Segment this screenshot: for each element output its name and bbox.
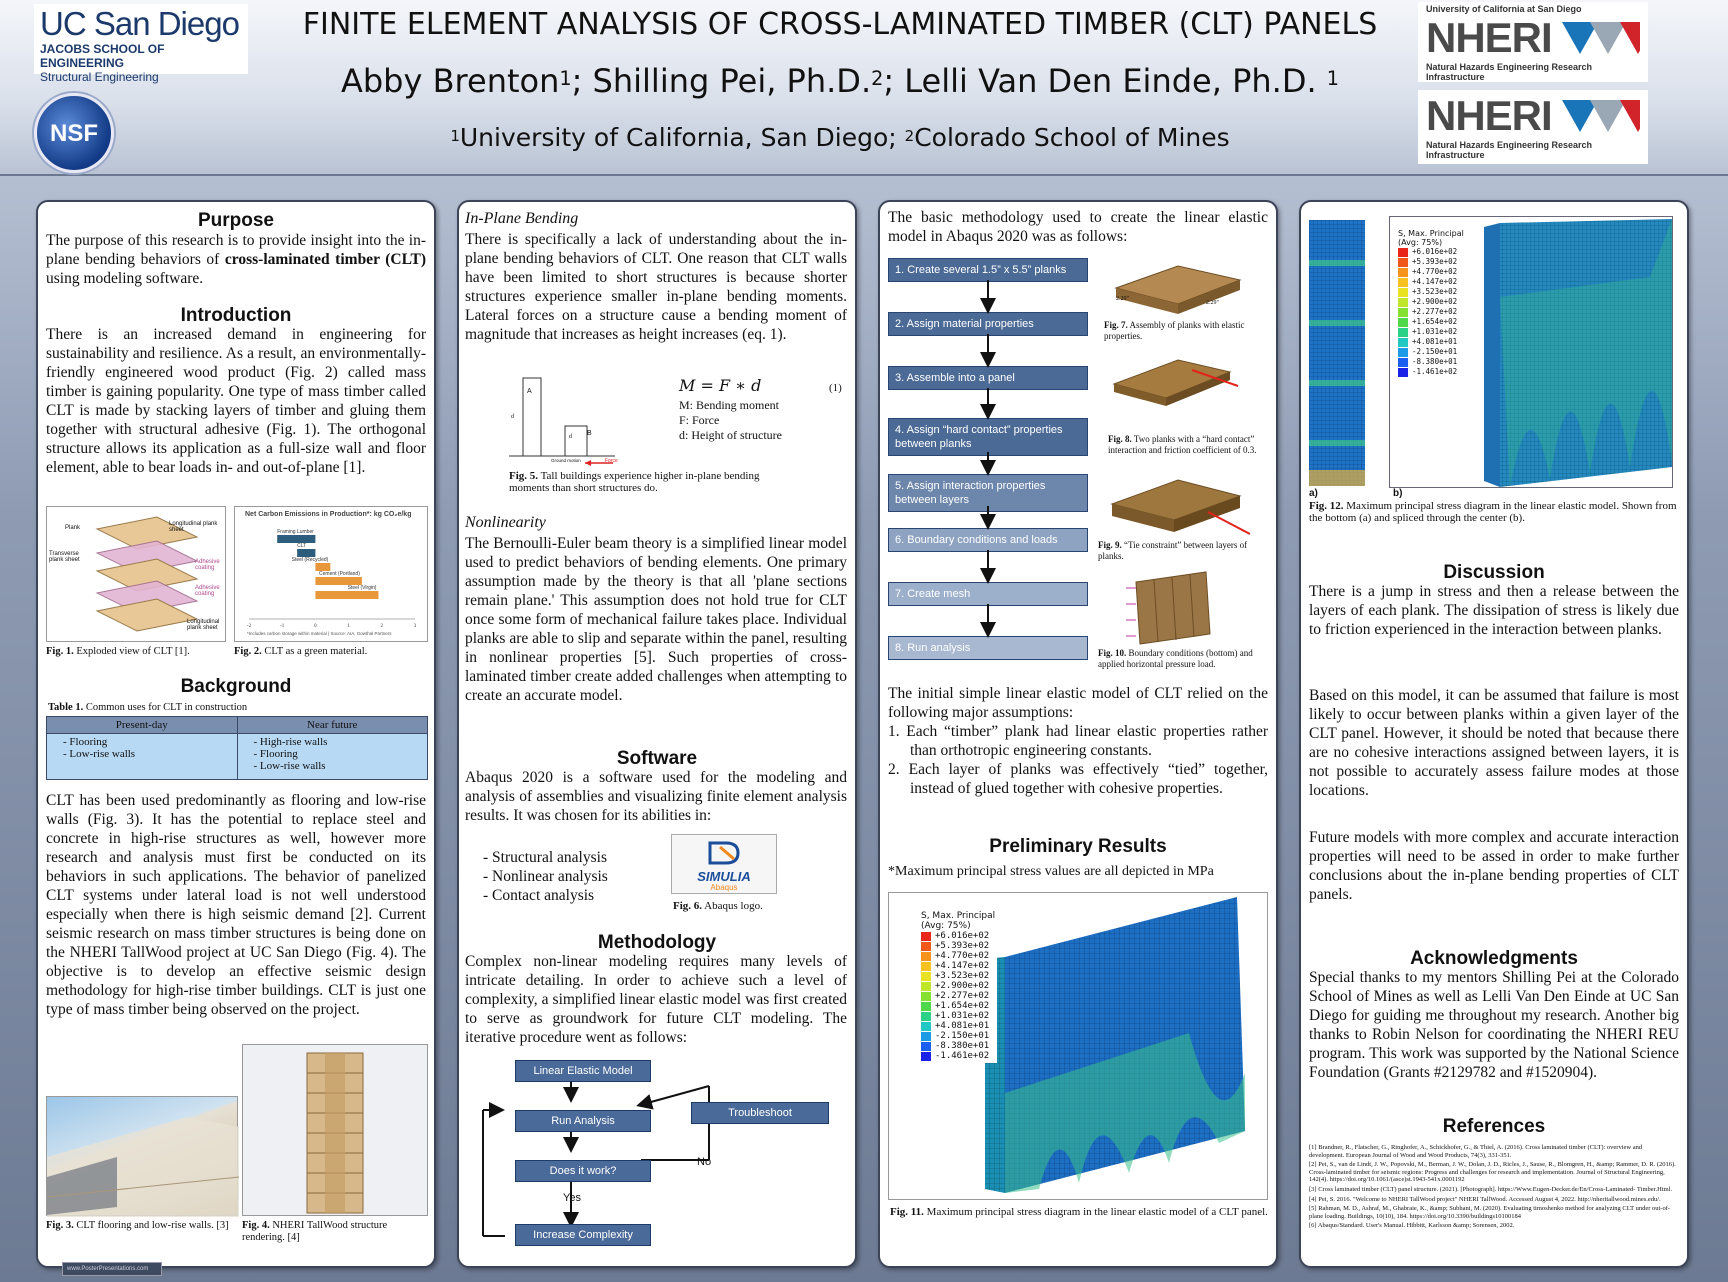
table1-header-present: Present-day — [47, 717, 238, 734]
aff-1: University of California, San Diego; — [459, 123, 905, 152]
legend-value: +2.277e+02 — [1412, 307, 1458, 316]
legend-value: -1.461e+02 — [935, 1051, 990, 1061]
fig5-building-diagram — [503, 376, 623, 466]
fig5-label-a: A — [527, 388, 532, 395]
legend-swatch — [921, 1052, 931, 1061]
method-steps-intro: The basic methodology used to create the linear elastic model in Abaqus 2020 was as follows: — [888, 209, 1268, 245]
table1-future-item: - High-rise walls — [253, 736, 328, 748]
poster-header — [0, 0, 1728, 176]
fig2-tick: 3 — [413, 624, 417, 629]
aff-2: Colorado School of Mines — [914, 123, 1230, 152]
fig4-caption-label: Fig. 4. — [242, 1220, 270, 1231]
legend-entry — [1398, 357, 1464, 367]
legend-value: -8.380e+01 — [935, 1041, 990, 1051]
methodology-heading: Methodology — [597, 932, 717, 953]
table1-caption — [48, 702, 247, 714]
nonlinearity-heading: Nonlinearity — [465, 514, 546, 531]
legend-entry — [1398, 307, 1464, 317]
legend-swatch — [921, 962, 931, 971]
fig2-bars — [235, 507, 429, 643]
acknowledgments-heading: Acknowledgments — [1410, 948, 1578, 969]
fig10-caption-text: Boundary conditions (bottom) and applied horizontal pressure load. — [1098, 648, 1253, 669]
ds-logo-icon — [704, 839, 744, 865]
fig8-caption — [1108, 434, 1278, 456]
table1-future-item: - Flooring — [253, 748, 298, 760]
legend-value: +4.770e+02 — [935, 951, 990, 961]
table1-header-future: Near future — [237, 717, 428, 734]
legend-entry — [1398, 277, 1464, 287]
software-item: - Nonlinear analysis — [483, 868, 608, 885]
legend-value: +4.081e+01 — [935, 1021, 990, 1031]
fig10-caption-label: Fig. 10. — [1098, 648, 1127, 658]
results-heading: Preliminary Results — [989, 836, 1167, 857]
nheri-logo-sub: Natural Hazards Engineering Research Infrastructure — [1426, 62, 1593, 82]
method-step: 6. Boundary conditions and loads — [888, 528, 1088, 552]
fig1-label-trans: Transverse plank sheet — [49, 551, 80, 563]
panel-column-4 — [1299, 200, 1689, 1268]
fig11-caption — [890, 1206, 1270, 1218]
nheri-logo-top: University of California at San Diego — [1426, 4, 1582, 14]
fig6-caption-text: Abaqus logo. — [702, 900, 763, 912]
fig4-caption-text: NHERI TallWood structure rendering. [4] — [242, 1220, 388, 1243]
fig1-caption-label: Fig. 1. — [46, 646, 74, 657]
software-item: - Contact analysis — [483, 887, 595, 904]
legend-title: S, Max. Principal — [921, 911, 996, 921]
fig12a-label: a) — [1309, 488, 1318, 499]
legend-scale — [921, 931, 995, 1061]
discussion-text-3: Future models with more complex and accurate interaction properties will need to be assed in order to make further conclusions about the in-plane bending properties of CLT panels. — [1309, 829, 1679, 903]
fig2-tick: -2 — [246, 624, 252, 629]
aff-2-sup: 2 — [904, 127, 915, 145]
legend-entry — [921, 991, 995, 1001]
legend-scale — [1398, 247, 1464, 377]
fig1-label-adh2: Adhesive coating — [195, 585, 220, 597]
legend-entry — [921, 1031, 995, 1041]
fig9-tie-constraint — [1104, 472, 1264, 542]
fig11-stress-diagram — [888, 892, 1268, 1200]
fig1-label-long: Longitudinal plank sheet — [169, 521, 218, 533]
fig1-label-adh1: Adhesive coating — [195, 559, 220, 571]
references-heading: References — [1442, 1116, 1546, 1137]
legend-entry — [1398, 337, 1464, 347]
legend-value: +1.654e+02 — [935, 1001, 990, 1011]
fig2-note: *Includes carbon storage within material | Source: AIA, Gowthal Partners — [247, 631, 392, 636]
fig10-boundary-conditions — [1116, 568, 1236, 650]
fig5-label-ground: Ground motion — [551, 458, 581, 463]
fig8-hard-contact — [1108, 350, 1258, 414]
fig3-caption — [46, 1220, 236, 1232]
purpose-text-2: using modeling software. — [46, 270, 204, 287]
flow-does-it-work: Does it work? — [515, 1160, 651, 1182]
fig2-carbon-chart — [234, 506, 428, 642]
legend-value: -1.461e+02 — [1412, 367, 1458, 376]
fig12-caption-label: Fig. 12. — [1309, 500, 1344, 512]
legend-value: +5.393e+02 — [935, 941, 990, 951]
legend-value: -8.380e+01 — [1412, 357, 1458, 366]
fig2-caption-text: CLT as a green material. — [261, 646, 368, 657]
fig5-label-force: Force — [605, 458, 618, 464]
fig2-caption-label: Fig. 2. — [234, 646, 262, 657]
legend-value: +3.523e+02 — [1412, 287, 1458, 296]
fig11-legend — [919, 909, 997, 1063]
eq-legend-d: d: Height of structure — [679, 428, 782, 442]
legend-swatch — [1398, 248, 1408, 257]
legend-entry — [1398, 287, 1464, 297]
references-list — [1309, 1144, 1677, 1232]
nsf-logo — [34, 93, 114, 173]
fig2-bar-label: Steel (Recycled) — [291, 557, 329, 563]
fig6-caption — [673, 900, 763, 912]
table1-future-cell — [237, 734, 428, 780]
software-item: - Structural analysis — [483, 849, 607, 866]
legend-entry — [1398, 247, 1464, 257]
tallwood-building-illustration — [243, 1045, 429, 1217]
eq-legend-m: M: Bending moment — [679, 398, 779, 412]
legend-value: -2.150e+01 — [935, 1031, 990, 1041]
purpose-text-bold: cross-laminated timber (CLT) — [224, 251, 426, 268]
poster-authors — [270, 58, 1410, 104]
method-step: 3. Assemble into a panel — [888, 366, 1088, 390]
method-step: 1. Create several 1.5” x 5.5” planks — [888, 258, 1088, 282]
nsf-logo-text: NSF — [50, 120, 98, 147]
legend-entry — [921, 961, 995, 971]
results-note: *Maximum principal stress values are all depicted in MPa — [888, 864, 1214, 879]
fig7-caption-text: Assembly of planks with elastic properties. — [1104, 320, 1245, 341]
legend-swatch — [1398, 318, 1408, 327]
legend-swatch — [1398, 288, 1408, 297]
fig3-clt-photo — [46, 1096, 238, 1216]
author-3: ; Lelli Van Den Einde, Ph.D. — [883, 62, 1317, 100]
table1-future-item: - Low-rise walls — [253, 760, 326, 772]
assumption-2: 2. Each layer of planks was effectively “tied” together, instead of glued together with cohesive properties. — [888, 761, 1268, 797]
fig8-caption-label: Fig. 8. — [1108, 434, 1132, 444]
fig7-dimension-2: 2.29" — [1206, 300, 1219, 306]
fig2-bar — [297, 549, 315, 557]
legend-value: +5.393e+02 — [1412, 257, 1458, 266]
fig2-bar-label: Steel (Virgin) — [347, 585, 377, 591]
nheri-logo-sub-2: Natural Hazards Engineering Research Infrastructure — [1426, 140, 1593, 160]
inplane-text: There is specifically a lack of understanding about the in-plane bending behaviors of CLT. One reason that CLT walls have been limited to short structures is because shorter structures experience smaller in-plane bending moments. Lateral forces on a structure cause a bending moment of magnitude that increases as height increases (eq. 1). — [465, 231, 847, 343]
table1-caption-label: Table 1. — [48, 702, 84, 713]
author-3-sup: 1 — [1326, 67, 1340, 90]
legend-value: +2.900e+02 — [1412, 297, 1458, 306]
reference-item: [4] Pei, S. 2016. "Welcome to NHERI TallWood project" NHERI TallWood. Accessed August 4, 2022. http://nheritallwood.mines.edu/. — [1309, 1195, 1661, 1203]
legend-entry — [1398, 347, 1464, 357]
legend-value: +2.277e+02 — [935, 991, 990, 1001]
ucsd-logo-dept: Structural Engineering — [40, 70, 159, 84]
method-step: 2. Assign material properties — [888, 312, 1088, 336]
fig11-caption-text: Maximum principal stress diagram in the linear elastic model of a CLT panel. — [923, 1206, 1268, 1218]
legend-value: +6.016e+02 — [935, 931, 990, 941]
fig2-bar-label: CLT — [297, 543, 307, 549]
poster-presentations-badge[interactable]: www.PosterPresentations.com — [62, 1262, 162, 1276]
methodology-text: Complex non-linear modeling requires many levels of intricate detailing. In order to achieve such a level of complexity, a simplified linear elastic model was first created to serve as groundwork for future CLT modeling. The iterative procedure went as follows: — [465, 953, 847, 1046]
legend-swatch — [921, 1032, 931, 1041]
legend-title: S, Max. Principal — [1398, 229, 1464, 238]
fig3-caption-label: Fig. 3. — [46, 1220, 74, 1231]
poster-affiliations — [270, 118, 1410, 158]
legend-swatch — [921, 952, 931, 961]
method-step: 5. Assign interaction properties between layers — [888, 474, 1088, 512]
aff-1-sup: 1 — [450, 127, 460, 145]
reference-item: [3] Cross laminated timber (CLT) panel structure. (2021). [Photograph]. https://Www.Eugen-Decker.de/En/Cross-Laminated- Timber.Html. — [1309, 1185, 1673, 1193]
purpose-text — [46, 231, 426, 288]
flow-troubleshoot: Troubleshoot — [691, 1102, 829, 1124]
discussion-text-2: Based on this model, it can be assumed that failure is most likely to occur between planks within a given layer of the CLT panel. However, it should be noted that because there are no cohesive interactions assigned between layers, it is not possible to accurately assess failure modes at those locations. — [1309, 687, 1679, 799]
fig2-bar-label: Cement (Portland) — [319, 571, 360, 577]
fig4-caption — [242, 1220, 428, 1244]
legend-swatch — [921, 992, 931, 1001]
fig12-legend — [1396, 227, 1466, 379]
poster-title: FINITE ELEMENT ANALYSIS OF CROSS-LAMINATED TIMBER (CLT) PANELS — [302, 7, 1378, 42]
nonlinearity-text: The Bernoulli-Euler beam theory is a simplified linear model used to predict behaviors of bending elements. One primary assumption made by the theory is that all 'plane sections remain plane.' This assumption does not hold true for CLT once some form of mechanical failure takes place. Individual planks are able to slip and separate within the panel, resulting in nonlinear properties [5]. Such properties of cross-laminated timber create added challenges when attempting to create an accurate model. — [465, 535, 847, 704]
legend-entry — [921, 941, 995, 951]
legend-entry — [1398, 297, 1464, 307]
legend-swatch — [1398, 358, 1408, 367]
fig7-plank-assembly — [1108, 258, 1248, 322]
legend-swatch — [921, 1022, 931, 1031]
eq-legend-f: F: Force — [679, 413, 720, 427]
legend-entry — [1398, 257, 1464, 267]
table1-present-cell — [47, 734, 238, 780]
fig10-caption — [1098, 648, 1274, 670]
legend-entry — [921, 1011, 995, 1021]
fig9-caption-label: Fig. 9. — [1098, 540, 1122, 550]
fig2-tick: 0 — [314, 624, 317, 629]
legend-swatch — [921, 982, 931, 991]
reference-item: [2] Pei, S., van de Lindt, J. W., Popovski, M., Berman, J. W., Dolan, J. D., Ricles, J., Sause, R., Blomgren, H., &amp; Rammer, D. R. (2016). Cross-laminated timber for seismic regions: Progress and challenges for research and implementation. Journal of Structural Engineering, 142(4). https://doi.org/10.1061/(asce)st.1943-541x.0001192 — [1309, 1161, 1676, 1184]
fig2-bar — [277, 535, 315, 543]
reference-item: [6] Abaqus/Standard. User's Manual. Hibbitt, Karlsson &amp; Sorensen, 2002. — [1309, 1222, 1515, 1230]
legend-value: +4.147e+02 — [1412, 277, 1458, 286]
legend-subtitle: (Avg: 75%) — [921, 921, 971, 931]
legend-swatch — [1398, 298, 1408, 307]
legend-value: -2.150e+01 — [1412, 347, 1458, 356]
fig2-caption — [234, 646, 428, 658]
fig1-label-plank: Plank — [65, 525, 81, 531]
legend-swatch — [1398, 348, 1408, 357]
fig5-caption-label: Fig. 5. — [509, 470, 539, 482]
legend-swatch — [1398, 258, 1408, 267]
ucsd-logo-school: JACOBS SCHOOL OF ENGINEERING — [40, 42, 165, 70]
legend-entry — [1398, 317, 1464, 327]
nheri-logo-ucsd — [1418, 2, 1648, 82]
reference-item: [1] Brandner, R., Flatscher, G., Ringhofer, A., Schickhofer, G., & Thiel, A. (2016). Cross laminated timber (CLT): overview and development. European Journal of Wood and Wood Products, 74(3), 331-351. — [1309, 1144, 1643, 1159]
fig2-title: Net Carbon Emissions in Production*: kg CO₂e/kg — [245, 511, 412, 518]
background-heading: Background — [180, 676, 292, 697]
legend-value: +4.147e+02 — [935, 961, 990, 971]
author-1: Abby Brenton — [340, 62, 560, 100]
legend-entry — [921, 1001, 995, 1011]
assumption-1: 1. Each “timber” plank had linear elastic properties rather than orthotropic engineering constants. — [888, 723, 1268, 759]
table1-caption-text: Common uses for CLT in construction — [83, 702, 248, 713]
abaqus-logo — [671, 834, 777, 894]
nheri-logo-2 — [1418, 90, 1648, 164]
fig1-clt-exploded — [46, 506, 226, 642]
software-abilities-list — [483, 848, 608, 905]
fig3-caption-text: CLT flooring and low-rise walls. [3] — [73, 1220, 229, 1231]
fig2-bar — [315, 577, 361, 585]
legend-swatch — [1398, 328, 1408, 337]
purpose-text-1: The purpose of this research is to provide insight into the in-plane bending behaviors of — [46, 232, 426, 268]
flow-run-analysis: Run Analysis — [515, 1110, 651, 1132]
flow-linear-elastic-model: Linear Elastic Model — [515, 1060, 651, 1082]
fig2-bar — [315, 563, 330, 571]
software-heading: Software — [616, 748, 698, 769]
method-step: 8. Run analysis — [888, 636, 1088, 660]
fig2-tick: 1 — [347, 624, 350, 629]
fig12-caption-text: Maximum principal stress diagram in the linear elastic model. Shown from the bottom (a) and spliced through the center (b). — [1309, 500, 1677, 524]
fig8-caption-text: Two planks with a “hard contact” interaction and friction coefficient of 0.3. — [1108, 434, 1257, 455]
legend-value: +1.031e+02 — [935, 1011, 990, 1021]
fig12a-bottom-view — [1309, 220, 1365, 486]
panel-column-2 — [457, 200, 857, 1268]
inplane-heading: In-Plane Bending — [465, 210, 579, 227]
legend-entry — [921, 1021, 995, 1031]
fig6-caption-label: Fig. 6. — [673, 900, 703, 912]
fig11-caption-label: Fig. 11. — [890, 1206, 924, 1218]
ucsd-logo — [34, 4, 248, 84]
nheri-triangles-icon — [1560, 96, 1640, 136]
legend-value: +6.016e+02 — [1412, 247, 1458, 256]
legend-swatch — [921, 942, 931, 951]
software-text: Abaqus 2020 is a software used for the modeling and analysis of assemblies and visualizing finite element analysis results. It was chosen for its abilities in: — [465, 769, 847, 824]
legend-entry — [1398, 367, 1464, 377]
discussion-text-1: There is a jump in stress and then a release between the layers of each plank. The dissipation of stress is likely due to friction experienced in the interaction between planks. — [1309, 583, 1679, 638]
flow-label-yes: Yes — [563, 1192, 581, 1204]
nheri-logo-word: NHERI — [1426, 14, 1552, 61]
abaqus-logo-simulia: SIMULIA — [697, 869, 751, 884]
legend-value: +1.654e+02 — [1412, 317, 1458, 326]
table1-present-item: - Low-rise walls — [63, 748, 136, 760]
intro-text: There is an increased demand in engineering for sustainability and resilience. As a result, an environmentally-friendly engineered wood product (Fig. 2) called mass timber is gaining popularity. One type of mass timber called CLT is made by stacking layers of timber and gluing them together with structural adhesive (Fig. 1). The orthogonal structure allows its application as a full-size wall and floor element, able to bear loads in- and out-of-plane [1]. — [46, 326, 426, 476]
legend-subtitle: (Avg: 75%) — [1398, 238, 1443, 247]
method-step: 7. Create mesh — [888, 582, 1088, 606]
legend-swatch — [1398, 278, 1408, 287]
abaqus-logo-abaqus: Abaqus — [710, 883, 738, 892]
equation-legend — [679, 398, 782, 443]
building-photo — [47, 1097, 239, 1217]
legend-entry — [1398, 267, 1464, 277]
fig2-bar — [315, 591, 378, 599]
fig9-caption — [1098, 540, 1274, 562]
legend-swatch — [1398, 308, 1408, 317]
legend-value: +1.031e+02 — [1412, 327, 1458, 336]
fig12a-mesh — [1309, 220, 1365, 486]
fig5-caption — [509, 470, 769, 494]
flow-increase-complexity: Increase Complexity — [515, 1224, 651, 1246]
purpose-heading: Purpose — [197, 210, 275, 231]
fig9-caption-text: “Tie constraint” between layers of planks. — [1098, 540, 1248, 561]
acknowledgments-text: Special thanks to my mentors Shilling Pei at the Colorado School of Mines as well as Lelli Van Den Einde at UC San Diego for guiding me throughout my research. Another big thanks to Robin Nelson for coordinating the NHERI REU program. This work was supported by the National Science Foundation (Grants #2129782 and #1520904). — [1309, 969, 1679, 1081]
author-2: ; Shilling Pei, Ph.D. — [571, 62, 872, 100]
author-2-sup: 2 — [871, 67, 884, 90]
fig1-label-long2: Longitudinal plank sheet — [187, 619, 220, 631]
legend-swatch — [921, 1012, 931, 1021]
panel-column-3 — [878, 200, 1278, 1268]
legend-entry — [921, 951, 995, 961]
legend-value: +3.523e+02 — [935, 971, 990, 981]
fig2-bar-label: Framing Lumber — [277, 529, 314, 535]
legend-value: +2.900e+02 — [935, 981, 990, 991]
legend-value: +4.081e+01 — [1412, 337, 1458, 346]
legend-swatch — [921, 932, 931, 941]
intro-heading: Introduction — [180, 305, 292, 326]
reference-item: [5] Rahman, M. D., Ashraf, M., Ghabraie, K., &amp; Subhani, M. (2020). Evaluating timoshenko method for analyzing CLT under out-of-plane loading. Buildings, 10(10), 184. https://doi.org/10.3390/buildings10100184 — [1309, 1205, 1671, 1220]
assumptions-intro: The initial simple linear elastic model of CLT relied on the following major assumptions: — [888, 685, 1268, 721]
fig2-tick: 2 — [380, 624, 384, 629]
background-text: CLT has been used predominantly as flooring and low-rise walls (Fig. 3). It has the potential to replace steel and concrete in high-rise structures as well, however more research and analysis must first be conducted on its behaviors in such applications. The behavior of panelized CLT systems under lateral load is not well understood especially when there is high seismic demand [2]. Current seismic research on mass timber structures is being done on the NHERI TallWood project at UC San Diego (Fig. 4). The objective is to develop an effective seismic design methodology for high-rise timber buildings. CLT is just one type of mass timber being observed on the project. — [46, 792, 426, 1018]
fig7-caption-label: Fig. 7. — [1104, 320, 1128, 330]
flow-label-no: No — [697, 1156, 712, 1168]
legend-value: +4.770e+02 — [1412, 267, 1458, 276]
legend-swatch — [1398, 338, 1408, 347]
fig12b-spliced-view — [1389, 216, 1673, 488]
table1-present-item: - Flooring — [63, 736, 108, 748]
ucsd-logo-name: UC San Diego — [40, 5, 239, 42]
discussion-heading: Discussion — [1443, 562, 1545, 583]
equation-number: (1) — [829, 382, 842, 394]
method-steps-arrows — [980, 278, 996, 638]
fig12b-label: b) — [1393, 488, 1403, 499]
fig1-caption-text: Exploded view of CLT [1]. — [73, 646, 190, 657]
author-1-sup: 1 — [559, 67, 572, 90]
legend-entry — [921, 971, 995, 981]
legend-entry — [1398, 327, 1464, 337]
fig5-label-d1: d — [511, 414, 514, 420]
panel-column-1 — [36, 200, 436, 1268]
legend-swatch — [921, 1002, 931, 1011]
legend-swatch — [1398, 368, 1408, 377]
legend-swatch — [1398, 268, 1408, 277]
fig1-caption — [46, 646, 226, 658]
nheri-triangles-icon — [1560, 18, 1640, 58]
fig7-caption — [1104, 320, 1272, 342]
fig7-dimension-1: 2.29" — [1116, 296, 1129, 302]
fig2-tick: -1 — [280, 624, 285, 629]
fig5-label-d2: d — [569, 434, 572, 440]
legend-swatch — [921, 1042, 931, 1051]
method-step: 4. Assign “hard contact” properties between planks — [888, 418, 1088, 456]
legend-entry — [921, 981, 995, 991]
nheri-logo-word-2: NHERI — [1426, 92, 1552, 139]
fig5-caption-text: Tall buildings experience higher in-plane bending moments than short structures do. — [509, 470, 760, 494]
legend-swatch — [921, 972, 931, 981]
fig12-caption — [1309, 500, 1681, 524]
legend-entry — [921, 1051, 995, 1061]
equation-1: M = F ∗ d — [679, 376, 762, 395]
fig5-label-b: B — [587, 430, 592, 437]
legend-entry — [921, 931, 995, 941]
fig4-tallwood-rendering — [242, 1044, 428, 1216]
table1-clt-uses — [46, 716, 428, 780]
legend-entry — [921, 1041, 995, 1051]
